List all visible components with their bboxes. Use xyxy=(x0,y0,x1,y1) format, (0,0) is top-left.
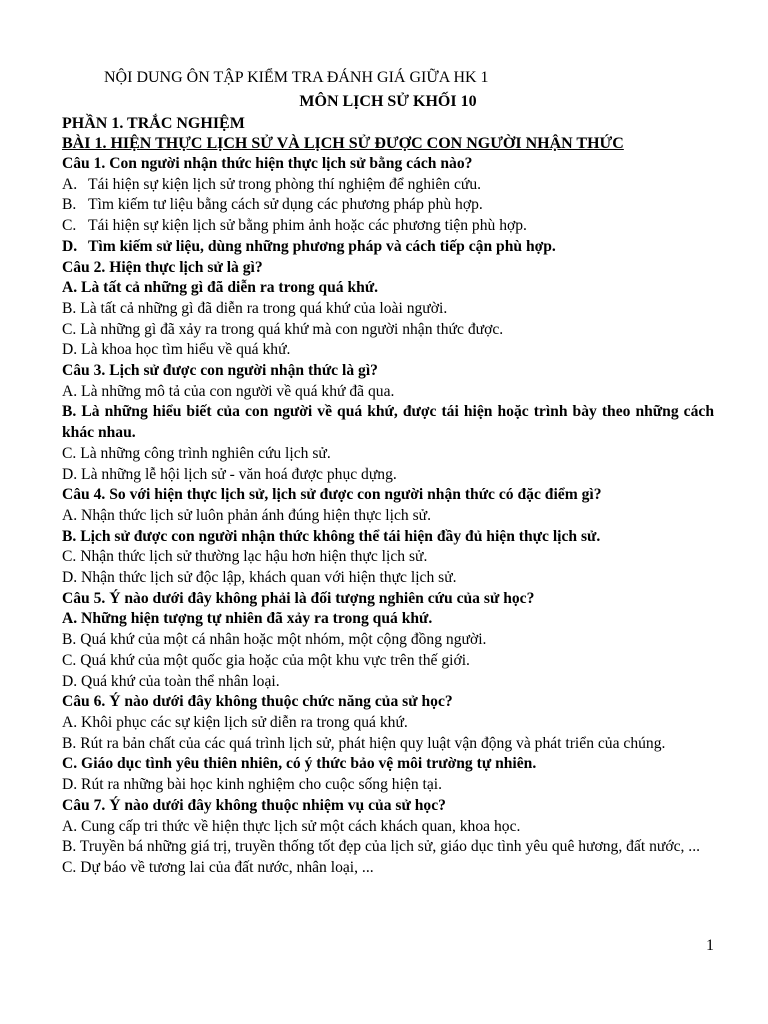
question-2 xyxy=(62,258,714,362)
option-a: A. Nhận thức lịch sử luôn phản ánh đúng hiện thực lịch sử. xyxy=(62,506,432,524)
option-a: A. Cung cấp tri thức về hiện thực lịch sử một cách khách quan, khoa học. xyxy=(62,817,521,835)
option-d: D. Là những lễ hội lịch sử - văn hoá được phục dựng. xyxy=(62,465,397,483)
question-5 xyxy=(62,589,714,693)
option-text: Tái hiện sự kiện lịch sử trong phòng thí nghiệm để nghiên cứu. xyxy=(88,175,482,193)
option-d: D. Quá khứ của toàn thể nhân loại. xyxy=(62,672,280,690)
option-b: B. Rút ra bản chất của các quá trình lịch sử, phát hiện quy luật vận động và phát triển của chúng. xyxy=(62,734,666,752)
option-d: D. Nhận thức lịch sử độc lập, khách quan với hiện thực lịch sử. xyxy=(62,569,457,587)
option-label: A. xyxy=(62,175,78,193)
option-a: A. Là những mô tả của con người về quá khứ đã qua. xyxy=(62,382,395,400)
option-b: B. Là tất cả những gì đã diễn ra trong quá khứ của loài người. xyxy=(62,299,448,317)
option-c: C. Là những công trình nghiên cứu lịch sử. xyxy=(62,444,331,462)
option-c: C. Nhận thức lịch sử thường lạc hậu hơn hiện thực lịch sử. xyxy=(62,548,428,566)
question-7 xyxy=(62,796,714,879)
option-label: B. xyxy=(62,196,77,214)
option-c-correct: C. Giáo dục tình yêu thiên nhiên, có ý thức bảo vệ môi trường tự nhiên. xyxy=(62,755,537,773)
question-4 xyxy=(62,485,714,589)
option-d: D. Là khoa học tìm hiểu về quá khứ. xyxy=(62,341,291,359)
question-stem: Câu 5. Ý nào dưới đây không phải là đối tượng nghiên cứu của sử học? xyxy=(62,589,535,607)
option-b xyxy=(62,195,714,216)
question-3 xyxy=(62,361,714,485)
option-c: C. Dự báo về tương lai của đất nước, nhân loại, ... xyxy=(62,858,374,876)
option-c: C. Là những gì đã xảy ra trong quá khứ mà con người nhận thức được. xyxy=(62,320,504,338)
option-b-correct: B. Lịch sử được con người nhận thức không thể tái hiện đầy đủ hiện thực lịch sử. xyxy=(62,527,601,545)
option-c: C. Quá khứ của một quốc gia hoặc của một khu vực trên thế giới. xyxy=(62,651,470,669)
option-b-correct: B. Là những hiểu biết của con người về quá khứ, được tái hiện hoặc trình bày theo những cách khác nhau. xyxy=(62,403,714,442)
option-a-correct: A. Những hiện tượng tự nhiên đã xảy ra trong quá khứ. xyxy=(62,610,433,628)
option-a: A. Khôi phục các sự kiện lịch sử diễn ra trong quá khứ. xyxy=(62,713,408,731)
option-d: D. Rút ra những bài học kinh nghiệm cho cuộc sống hiện tại. xyxy=(62,776,443,794)
option-b: B. Truyền bá những giá trị, truyền thống tốt đẹp của lịch sử, giáo dục tình yêu quê hương, đất nước, ... xyxy=(62,838,701,856)
option-label: D. xyxy=(62,237,78,255)
option-text: Tái hiện sự kiện lịch sử bằng phim ảnh hoặc các phương tiện phù hợp. xyxy=(88,217,527,235)
option-text: Tìm kiếm tư liệu bằng cách sử dụng các phương pháp phù hợp. xyxy=(88,196,483,214)
option-label: C. xyxy=(62,217,77,235)
question-stem: Câu 3. Lịch sử được con người nhận thức là gì? xyxy=(62,362,378,380)
section-heading: PHẦN 1. TRẮC NGHIỆM xyxy=(62,115,245,132)
question-6 xyxy=(62,692,714,796)
option-d-correct xyxy=(62,237,714,258)
question-1 xyxy=(62,154,714,258)
page-number: 1 xyxy=(706,937,714,954)
question-stem: Câu 4. So với hiện thực lịch sử, lịch sử được con người nhận thức có đặc điểm gì? xyxy=(62,486,602,504)
document-title: NỘI DUNG ÔN TẬP KIỂM TRA ĐÁNH GIÁ GIỮA HK 1 xyxy=(104,69,489,86)
lesson-heading: BÀI 1. HIỆN THỰC LỊCH SỬ VÀ LỊCH SỬ ĐƯỢC CON NGƯỜI NHẬN THỨC xyxy=(62,135,624,152)
question-stem: Câu 1. Con người nhận thức hiện thực lịch sử bằng cách nào? xyxy=(62,155,473,172)
question-stem: Câu 7. Ý nào dưới đây không thuộc nhiệm vụ của sử học? xyxy=(62,796,446,814)
question-stem: Câu 6. Ý nào dưới đây không thuộc chức năng của sử học? xyxy=(62,693,453,711)
option-a-correct: A. Là tất cả những gì đã diễn ra trong quá khứ. xyxy=(62,279,379,297)
document-subtitle: MÔN LỊCH SỬ KHỐI 10 xyxy=(299,93,477,110)
option-text: Tìm kiếm sử liệu, dùng những phương pháp và cách tiếp cận phù hợp. xyxy=(88,237,556,255)
option-c xyxy=(62,216,714,237)
option-a xyxy=(62,175,714,196)
document-page xyxy=(62,66,714,879)
option-b: B. Quá khứ của một cá nhân hoặc một nhóm, một cộng đồng người. xyxy=(62,631,487,649)
question-stem: Câu 2. Hiện thực lịch sử là gì? xyxy=(62,258,263,276)
